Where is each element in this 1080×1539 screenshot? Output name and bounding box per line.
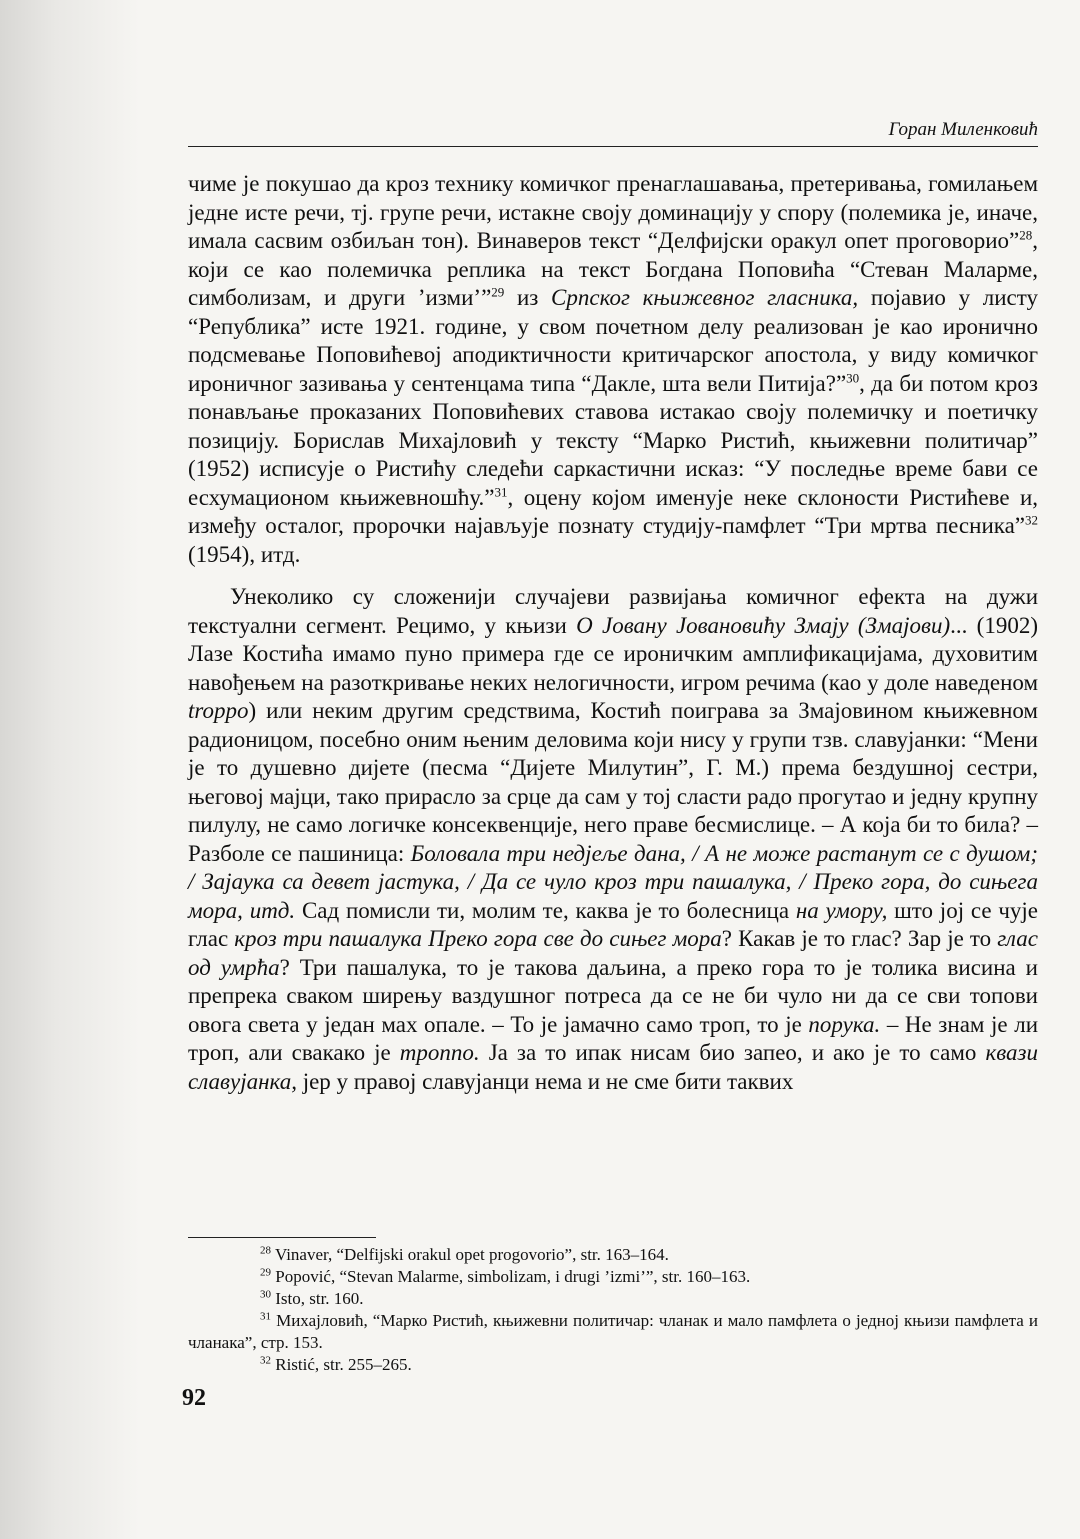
paragraph-2: Унеколико су сложенији случајеви развијања комичног ефекта на дужи текстуални сегмент. Рецимо, у књизи О Јовану Јовановићу Змају (Змајови)... (1902) Лазе Костића имамо пуно примера где се ироничким амплификацијама, духовитим навођењем на разоткривање неких нелогичности, игром речима (као у доле наведеном troppo) или неким другим средствима, Костић поиграва за Змајовином књижевном радионицом, посебно оним њеним деловима који нису у групи тзв. славујанки: “Мени је то душевно дијете (песма “Дијете Милутин”, Г. М.) према бездушној сестри, његовој мајци, тако прирасло за срце да сам у тој сласти радо прогутао и једну крупну пилулу, не само логичке консеквенције, него праве бесмислице. – А која би то била? – Разболе се пашиница: Боловала три недјеље дана, / А не може растанут се с душом; / Зајаука са девет јастука, / Да се чуло кроз три пашалука, / Преко гора, до сињега мора, итд. Сад помисли ти, молим те, каква је то болесница на умору, што јој се чује глас кроз три пашалука Преко гора све до сињег мора? Какав је то глас? Зар је то глас од умрћа? Три пашалука, то је такова даљина, а преко гора то је толика висина и препрека сваком ширењу ваздушног потреса да се не би чуло ни да се сви топови овога света у један мах опале. – То је јамачно само троп, то је порука. – Не знам је ли троп, али свакако је троппо. Ја за то ипак нисам био запео, и ако је то само квази славујанка, јер у правој славујанци нема и не сме бити таквих — [188, 584, 1038, 1094]
italic-run: глас од умрћа — [188, 926, 1038, 980]
footnote-ref: 30 — [846, 369, 860, 385]
footnote-text: Михајловић, “Марко Ристић, књижевни политичар: чланак и мало памфлета о једној књизи памфлета и чланака”, стр. 153. — [188, 1311, 1038, 1352]
italic-run: троппо. — [399, 1040, 480, 1065]
footnote-ref: 29 — [491, 284, 505, 300]
footnote-30 — [188, 1288, 1038, 1310]
italic-run: О Јовану Јовановићу Змају (Змајови) — [576, 612, 951, 638]
footnote-rule — [188, 1237, 376, 1238]
italic-run: квази славујанка, — [188, 1040, 1038, 1094]
italic-run: кроз три пашалука Преко гора све до сињег мора — [234, 926, 722, 951]
footnote-number: 31 — [260, 1310, 271, 1323]
footnote-32 — [188, 1354, 1038, 1376]
footnote-28 — [188, 1244, 1038, 1266]
italic-run: порука. — [808, 1011, 881, 1037]
footnote-ref: 28 — [1019, 227, 1033, 243]
italic-run: troppo — [188, 698, 249, 723]
footnote-number: 28 — [260, 1244, 271, 1257]
italic-run: Српског књижевног гласника, — [551, 285, 859, 310]
main-text — [188, 170, 1038, 1096]
footnote-ref: 31 — [494, 483, 508, 499]
footnote-number: 30 — [260, 1288, 271, 1301]
footnotes — [188, 1244, 1038, 1376]
footnote-text: Ristić, str. 255–265. — [275, 1355, 412, 1374]
italic-run: Боловала три недјеље дана, / А не може растанут се с душом; / Зајаука са девет јастука, / Да се чуло кроз три пашалука, / Преко гора, до сињега мора, итд. — [188, 840, 1038, 923]
paragraph-1: чиме је покушао да кроз технику комичког пренаглашавања, претеривања, гомилањем једне исте речи, тј. групе речи, истакне своју доминацију у спору (полемика је, иначе, имала сасвим озбиљан тон). Винаверов текст “Делфијски оракул опет проговорио”$^{28}$, који се као полемичка реплика на текст Богдана Поповића “Стеван Маларме, симболизам, и други ’изми’”$^{29}$ из Српског књижевног гласника, појавио у листу “Република” исте 1921. године, у свом почетном делу реализован је као иронично подсмевање Поповићевој аподиктичности критичарског апостола, у виду комичког ироничног зазивања у сентенцама типа “Дакле, шта вели Питија?”$^{30}$, да би потом кроз понављање проказаних Поповићевих ставова истакао своју полемичку и поетичку позицију. Борислав Михајловић у тексту “Марко Ристић, књижевни политичар” (1952) исписује о Ристићу следећи саркастични исказ: “У последње време бави се есхумационом књижевношћу.”$^{31}$, оцену којом именује неке склоности Ристићеве и, између осталог, пророчки најављује познату студију-памфлет “Три мртва песника”$^{32}$ (1954), итд. — [188, 171, 1039, 567]
italic-run: на умору, — [795, 897, 888, 923]
header-rule — [188, 146, 1038, 147]
footnote-29 — [188, 1266, 1038, 1288]
footnote-ref: 32 — [1025, 512, 1038, 528]
footnote-31 — [188, 1310, 1038, 1354]
footnote-text: Isto, str. 160. — [275, 1289, 364, 1308]
running-header: Горан Миленковић — [888, 119, 1038, 140]
footnote-number: 32 — [260, 1354, 271, 1367]
footnote-text: Popović, “Stevan Malarme, simbolizam, i drugi ’izmi’”, str. 160–163. — [275, 1267, 751, 1286]
footnote-text: Vinaver, “Delfijski orakul opet progovorio”, str. 163–164. — [274, 1245, 669, 1264]
page-edge-shadow — [0, 0, 140, 1539]
footnote-number: 29 — [260, 1266, 271, 1279]
page-number: 92 — [182, 1385, 206, 1411]
